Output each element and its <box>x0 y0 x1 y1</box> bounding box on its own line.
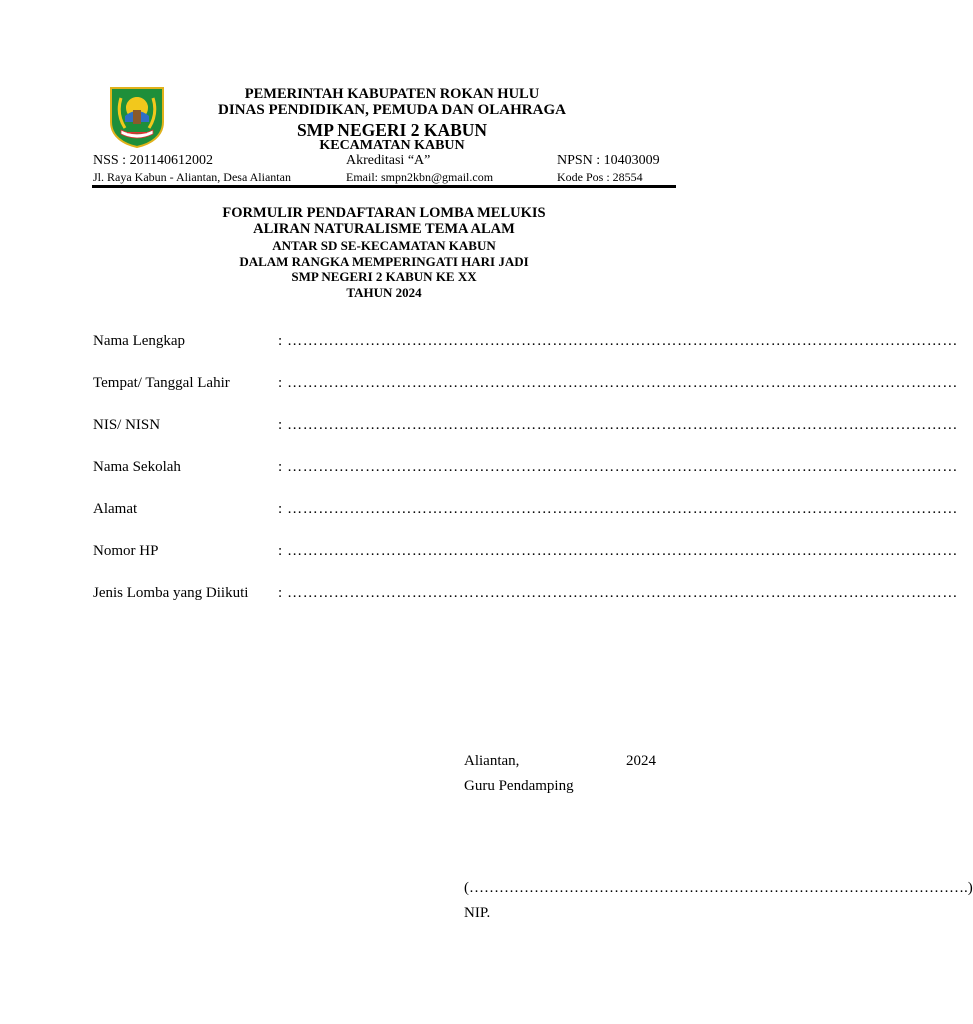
field-label-phone: Nomor HP <box>93 543 159 559</box>
field-label-nis-nisn: NIS/ NISN <box>93 417 161 433</box>
signature-role: Guru Pendamping <box>464 778 574 794</box>
field-blank-nis-nisn[interactable]: : ………………………………………………………………………………………………………………… <box>278 417 958 433</box>
npsn-number: NPSN : 10403009 <box>557 153 660 168</box>
letterhead-government: PEMERINTAH KABUPATEN ROKAN HULU <box>244 86 540 102</box>
signature-year: 2024 <box>626 753 656 769</box>
letterhead-divider <box>92 185 676 188</box>
letterhead-district: KECAMATAN KABUN <box>319 138 465 153</box>
form-subtitle-occasion: DALAM RANGKA MEMPERINGATI HARI JADI <box>239 254 529 269</box>
field-blank-address[interactable]: : ………………………………………………………………………………………………………………… <box>278 501 958 517</box>
field-label-full-name: Nama Lengkap <box>93 333 186 349</box>
field-label-competition-type: Jenis Lomba yang Diikuti <box>93 585 249 601</box>
field-label-address: Alamat <box>93 501 138 517</box>
school-address: Jl. Raya Kabun - Aliantan, Desa Aliantan <box>93 170 291 184</box>
field-label-birth-place-date: Tempat/ Tanggal Lahir <box>93 375 230 391</box>
form-subtitle-scope: ANTAR SD SE-KECAMATAN KABUN <box>272 238 496 253</box>
nss-number: NSS : 201140612002 <box>93 153 214 168</box>
field-blank-birth-place-date[interactable]: : ………………………………………………………………………………………………………………… <box>278 375 958 391</box>
school-email: Email: smpn2kbn@gmail.com <box>346 170 494 184</box>
letterhead-department: DINAS PENDIDIKAN, PEMUDA DAN OLAHRAGA <box>218 102 566 118</box>
form-subtitle-theme: ALIRAN NATURALISME TEMA ALAM <box>253 221 515 237</box>
field-label-school-name: Nama Sekolah <box>93 459 181 475</box>
field-blank-competition-type[interactable]: : ………………………………………………………………………………………………………………… <box>278 585 958 601</box>
form-subtitle-school: SMP NEGERI 2 KABUN KE XX <box>291 269 477 284</box>
postal-code: Kode Pos : 28554 <box>557 170 643 184</box>
field-blank-school-name[interactable]: : ………………………………………………………………………………………………………………… <box>278 459 958 475</box>
signature-name-blank[interactable]: (……………………………………………………………………………………….) <box>464 880 973 896</box>
field-blank-full-name[interactable]: : ………………………………………………………………………………………………………………… <box>278 333 958 349</box>
signature-place: Aliantan, <box>464 753 520 769</box>
accreditation: Akreditasi “A” <box>346 153 431 168</box>
field-blank-phone[interactable]: : ………………………………………………………………………………………………………………… <box>278 543 958 559</box>
letterhead-school-name: SMP NEGERI 2 KABUN <box>296 120 488 140</box>
form-subtitle-year: TAHUN 2024 <box>346 285 422 300</box>
form-title: FORMULIR PENDAFTARAN LOMBA MELUKIS <box>222 205 546 221</box>
signature-nip-label: NIP. <box>464 905 491 921</box>
